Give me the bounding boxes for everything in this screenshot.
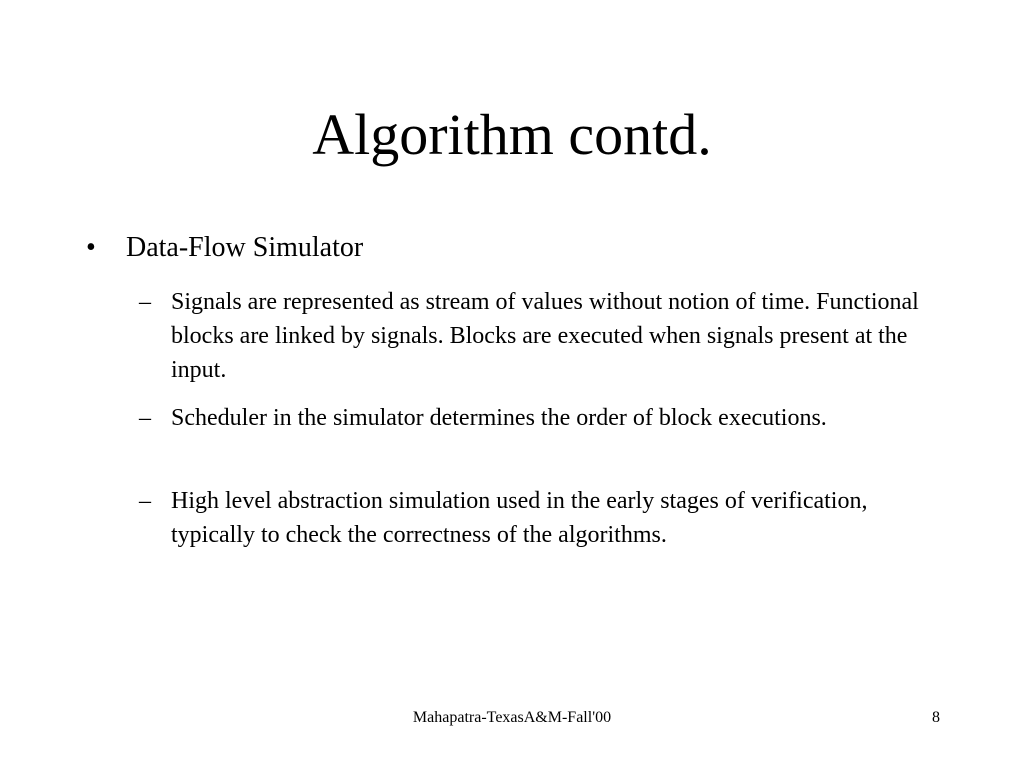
bullet-text: Data-Flow Simulator <box>126 232 364 263</box>
sub-bullet-text: High level abstraction simulation used in the early stages of verification, typically to check the correctness of the algorithms. <box>171 488 868 548</box>
slide-title: Algorithm contd. <box>312 102 712 167</box>
slide-footer: Mahapatra-TexasA&M-Fall'00 <box>412 709 612 726</box>
sub-bullet-marker: – <box>139 405 151 431</box>
sub-bullet-text: Signals are represented as stream of values without notion of time. Functional blocks are linked by signals. Blocks are executed when signals present at the input. <box>171 289 919 383</box>
slide-number: 8 <box>932 709 940 726</box>
sub-bullet-marker: – <box>139 488 151 514</box>
bullet-marker: • <box>86 232 96 263</box>
sub-bullet-text: Scheduler in the simulator determines the order of block executions. <box>171 405 827 431</box>
sub-bullet-marker: – <box>139 289 151 315</box>
